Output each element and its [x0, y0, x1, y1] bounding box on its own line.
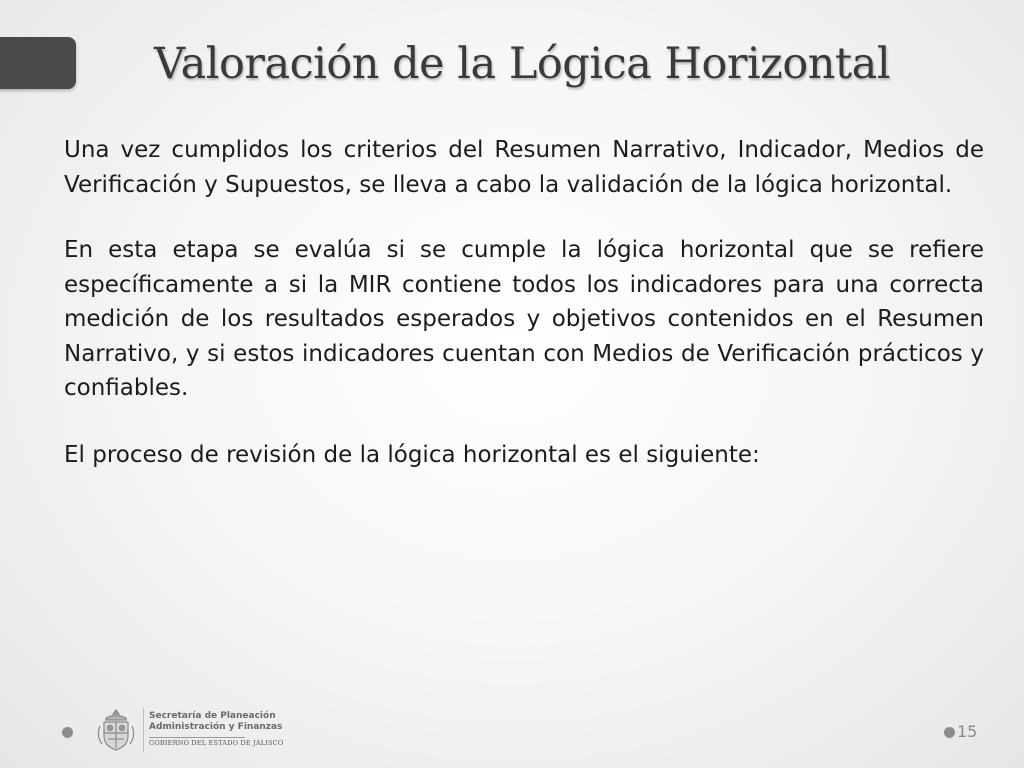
paragraph-1: Una vez cumplidos los criterios del Resumen Narrativo, Indicador, Medios de Verificación y Supuestos, se lleva a cabo la validación de la lógica horizontal.	[64, 137, 984, 198]
paragraph-2: En esta etapa se evalúa si se cumple la lógica horizontal que se refiere específicamente a si la MIR contiene todos los indicadores para una correcta medición de los resultados esperados y objetivos contenidos en el Resumen Narrativo, y si estos indicadores cuentan con Medios de Verificación prácticos y confiables.	[64, 237, 984, 401]
footer-dot-left	[62, 727, 73, 738]
page-number: 15	[957, 722, 978, 741]
slide-body	[64, 133, 984, 472]
org-government-line: GOBIERNO DEL ESTADO DE JALISCO	[149, 739, 284, 747]
org-name-line-2: Administración y Finanzas	[149, 722, 283, 732]
jalisco-coat-of-arms-icon	[92, 706, 140, 754]
org-name-block	[149, 711, 283, 748]
footer-dot-right	[944, 727, 955, 738]
logo-divider	[143, 708, 144, 752]
title-accent-tab	[0, 37, 76, 89]
org-name-line-1: Secretaría de Planeación	[149, 711, 276, 721]
paragraph-3: El proceso de revisión de la lógica horizontal es el siguiente:	[64, 441, 760, 468]
slide-title: Valoración de la Lógica Horizontal	[154, 39, 891, 89]
